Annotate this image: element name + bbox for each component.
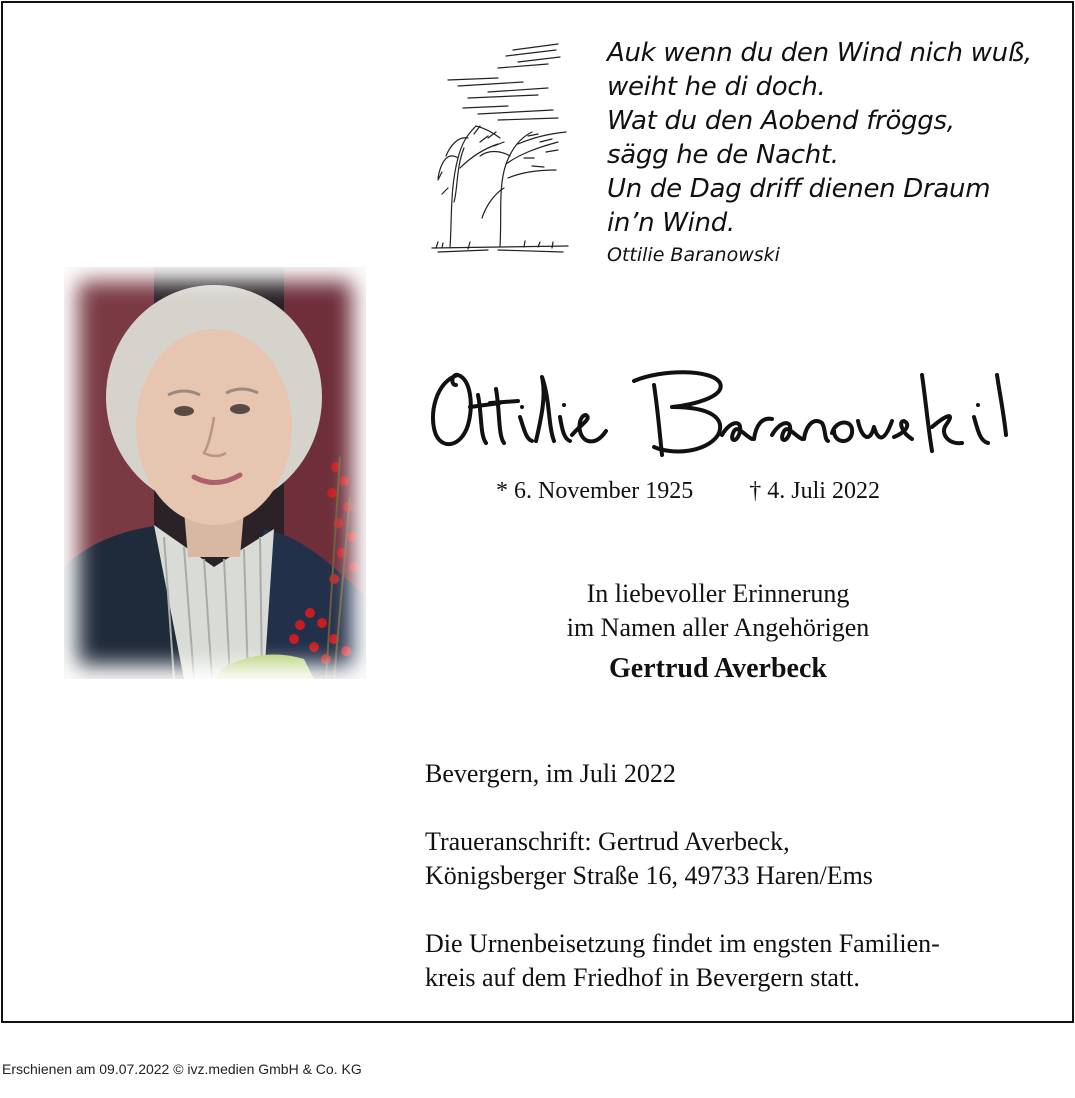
poem-line: in’n Wind. [607,208,735,238]
memorial-line-1: In liebevoller Erinnerung [586,579,850,608]
mourner-name: Gertrud Averbeck [609,653,827,684]
poem [607,36,1032,240]
signature-drawing [422,355,1012,465]
poem-line: Un de Dag driff dienen Draum [607,174,991,204]
memorial-line-2: im Namen aller Angehörigen [566,613,870,642]
death-date: † 4. Juli 2022 [749,478,880,504]
portrait-photo [64,267,366,679]
burial-notice-line-2: kreis auf dem Friedhof in Bevergern statt. [425,963,860,992]
poem-line: Wat du den Aobend fröggs, [607,106,955,136]
mourning-address-line-1: Traueranschrift: Gertrud Averbeck, [425,827,790,856]
wind-tree-illustration [428,38,573,260]
life-dates [496,478,880,505]
poem-line: Auk wenn du den Wind nich wuß, [607,38,1032,68]
publication-footer: Erschienen am 09.07.2022 © ivz.medien GmbH & Co. KG [2,1061,362,1077]
burial-notice-line-1: Die Urnenbeisetzung findet im engsten Familien- [425,929,940,958]
mourning-address-line-2: Königsberger Straße 16, 49733 Haren/Ems [425,861,873,890]
poem-line: weiht he di doch. [607,72,826,102]
poem-line: sägg he de Nacht. [607,140,839,170]
place-date: Bevergern, im Juli 2022 [425,759,676,788]
poem-author: Ottilie Baranowski [607,244,780,266]
birth-date: * 6. November 1925 [496,478,694,504]
